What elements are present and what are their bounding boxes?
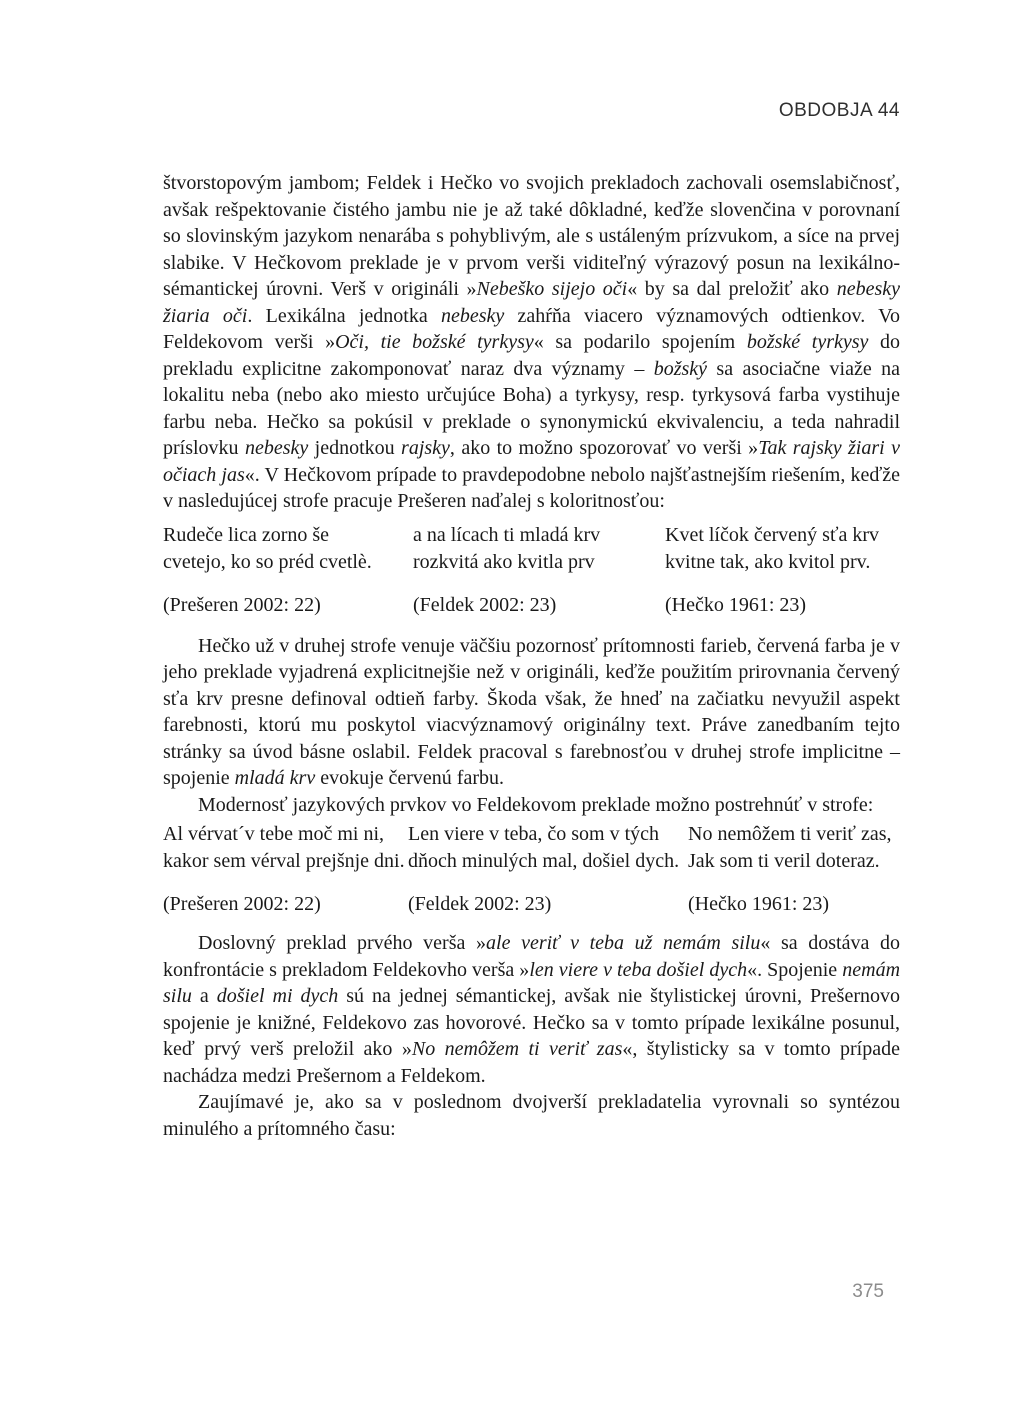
verse-column-feldek: [413, 522, 665, 619]
citation-preseren: (Prešeren 2002: 22): [163, 593, 321, 616]
verse-line: Jak som ti veril doteraz.: [688, 850, 880, 872]
verse-line: kvitne tak, ako kvitol prv.: [665, 550, 871, 573]
running-header: [779, 100, 900, 122]
citation-feldek: (Feldek 2002: 23): [408, 893, 552, 915]
verse-line: No nemôžem ti veriť zas,: [688, 823, 892, 845]
verse-column-hecko: [688, 821, 900, 918]
verse-column-preseren: [163, 821, 408, 918]
verse-column-preseren: [163, 522, 413, 619]
paragraph-4: Doslovný preklad prvého verša »ale veriť v teba už nemám silu« sa dostáva do konfrontácie s prekladom Feldekovho verša »len viere v teba došiel dych«. Spojenie nemám silu a došiel mi dych sú na jednej sémantickej, avšak nie štylistickej úrovni, Prešernovo spojenie je knižné, Feldekovo zas hovorové. Hečko sa v tomto prípade lexikálne posunul, keď prvý verš preložil ako »No nemôžem ti veriť zas«, štylisticky sa v tomto prípade nachádza medzi Prešernom a Feldekom.: [163, 932, 901, 1087]
verse-line: rozkvitá ako kvitla prv: [413, 550, 595, 573]
citation-feldek: (Feldek 2002: 23): [413, 593, 557, 616]
paragraph-3: Modernosť jazykových prvkov vo Feldekovom preklade možno postrehnúť v strofe:: [198, 793, 874, 816]
verse-line: a na lícach ti mladá krv: [413, 523, 601, 546]
paragraph-1: štvorstopovým jambom; Feldek i Hečko vo svojich prekladoch zachovali osemslabičnosť, avšak rešpektovanie čistého jambu nie je až také dôkladné, keďže slovenčina v porovnaní so slovinským jazykom nenarába s pohyblivým, ale s ustáleným prízvukom, a síce na prvej slabike. V Hečkovom preklade je v prvom verši viditeľný výrazový posun na lexikálno-sémantickej úrovni. Verš v origináli »Nebeško sijejo oči« by sa dal preložiť ako nebesky žiaria oči. Lexikálna jednotka nebesky zahŕňa viacero významových odtienkov. Vo Feldekovom verši »Oči, tie božské tyrkysy« sa podarilo spojením božské tyrkysy do prekladu explicitne zakomponovať naraz dva významy – božský sa asociačne viaže na lokalitu neba (nebo ako miesto určujúce Boha) a tyrkysy, resp. tyrkysová farba vystihuje farbu neba. Hečko sa pokúsil v preklade o synonymickú ekvivalenciu, a teda nahradil príslovku nebesky jednotkou rajsky, ako to možno spozorovať vo verši »Tak rajsky žiari v očiach jas«. V Hečkovom prípade to pravdepodobne nebolo najšťastnejším riešením, keďže v nasledujúcej strofe pracuje Prešeren naďalej s koloritnosťou:: [163, 172, 901, 512]
verse-line: cvetejo, ko so préd cvetlè.: [163, 550, 372, 573]
citation-preseren: (Prešeren 2002: 22): [163, 893, 321, 915]
verse-line: Len viere v teba, čo som v tých: [408, 823, 660, 845]
verse-column-hecko: [665, 522, 900, 619]
citation-hecko: (Hečko 1961: 23): [688, 893, 830, 915]
verse-column-feldek: [408, 821, 688, 918]
verse-line: kakor sem vérval prejšnje dni.: [163, 850, 405, 872]
verse-comparison-block-2: [163, 821, 900, 918]
verse-line: dňoch minulých mal, došiel dych.: [408, 850, 680, 872]
page-body: [163, 170, 900, 1142]
citation-hecko: (Hečko 1961: 23): [665, 593, 807, 616]
page-number: 375: [852, 1281, 884, 1302]
paragraph-5: Zaujímavé je, ako sa v poslednom dvojverší prekladatelia vyrovnali so syntézou minulého a prítomného času:: [163, 1091, 900, 1140]
paragraph-2: Hečko už v druhej strofe venuje väčšiu pozornosť prítomnosti farieb, červená farba je v jeho preklade vyjadrená explicitnejšie než v origináli, keďže použitím prirovnania červený sťa krv presne definoval odtieň farby. Škoda však, že hneď na začiatku nevyužil aspekt farebnosti, ktorú mu poskytol viacvýznamový originálny text. Práve zanedbaním tejto stránky sa úvod básne oslabil. Feldek pracoval s farebnosťou v druhej strofe implicitne – spojenie mladá krv evokuje červenú farbu.: [163, 634, 900, 789]
verse-comparison-block-1: [163, 522, 900, 619]
verse-line: Rudeče lica zorno še: [163, 523, 330, 546]
verse-line: Al vérvat´v tebe moč mi ni,: [163, 823, 385, 845]
running-header-text: OBDOBJA 44: [778, 100, 900, 121]
verse-line: Kvet líčok červený sťa krv: [665, 523, 880, 546]
